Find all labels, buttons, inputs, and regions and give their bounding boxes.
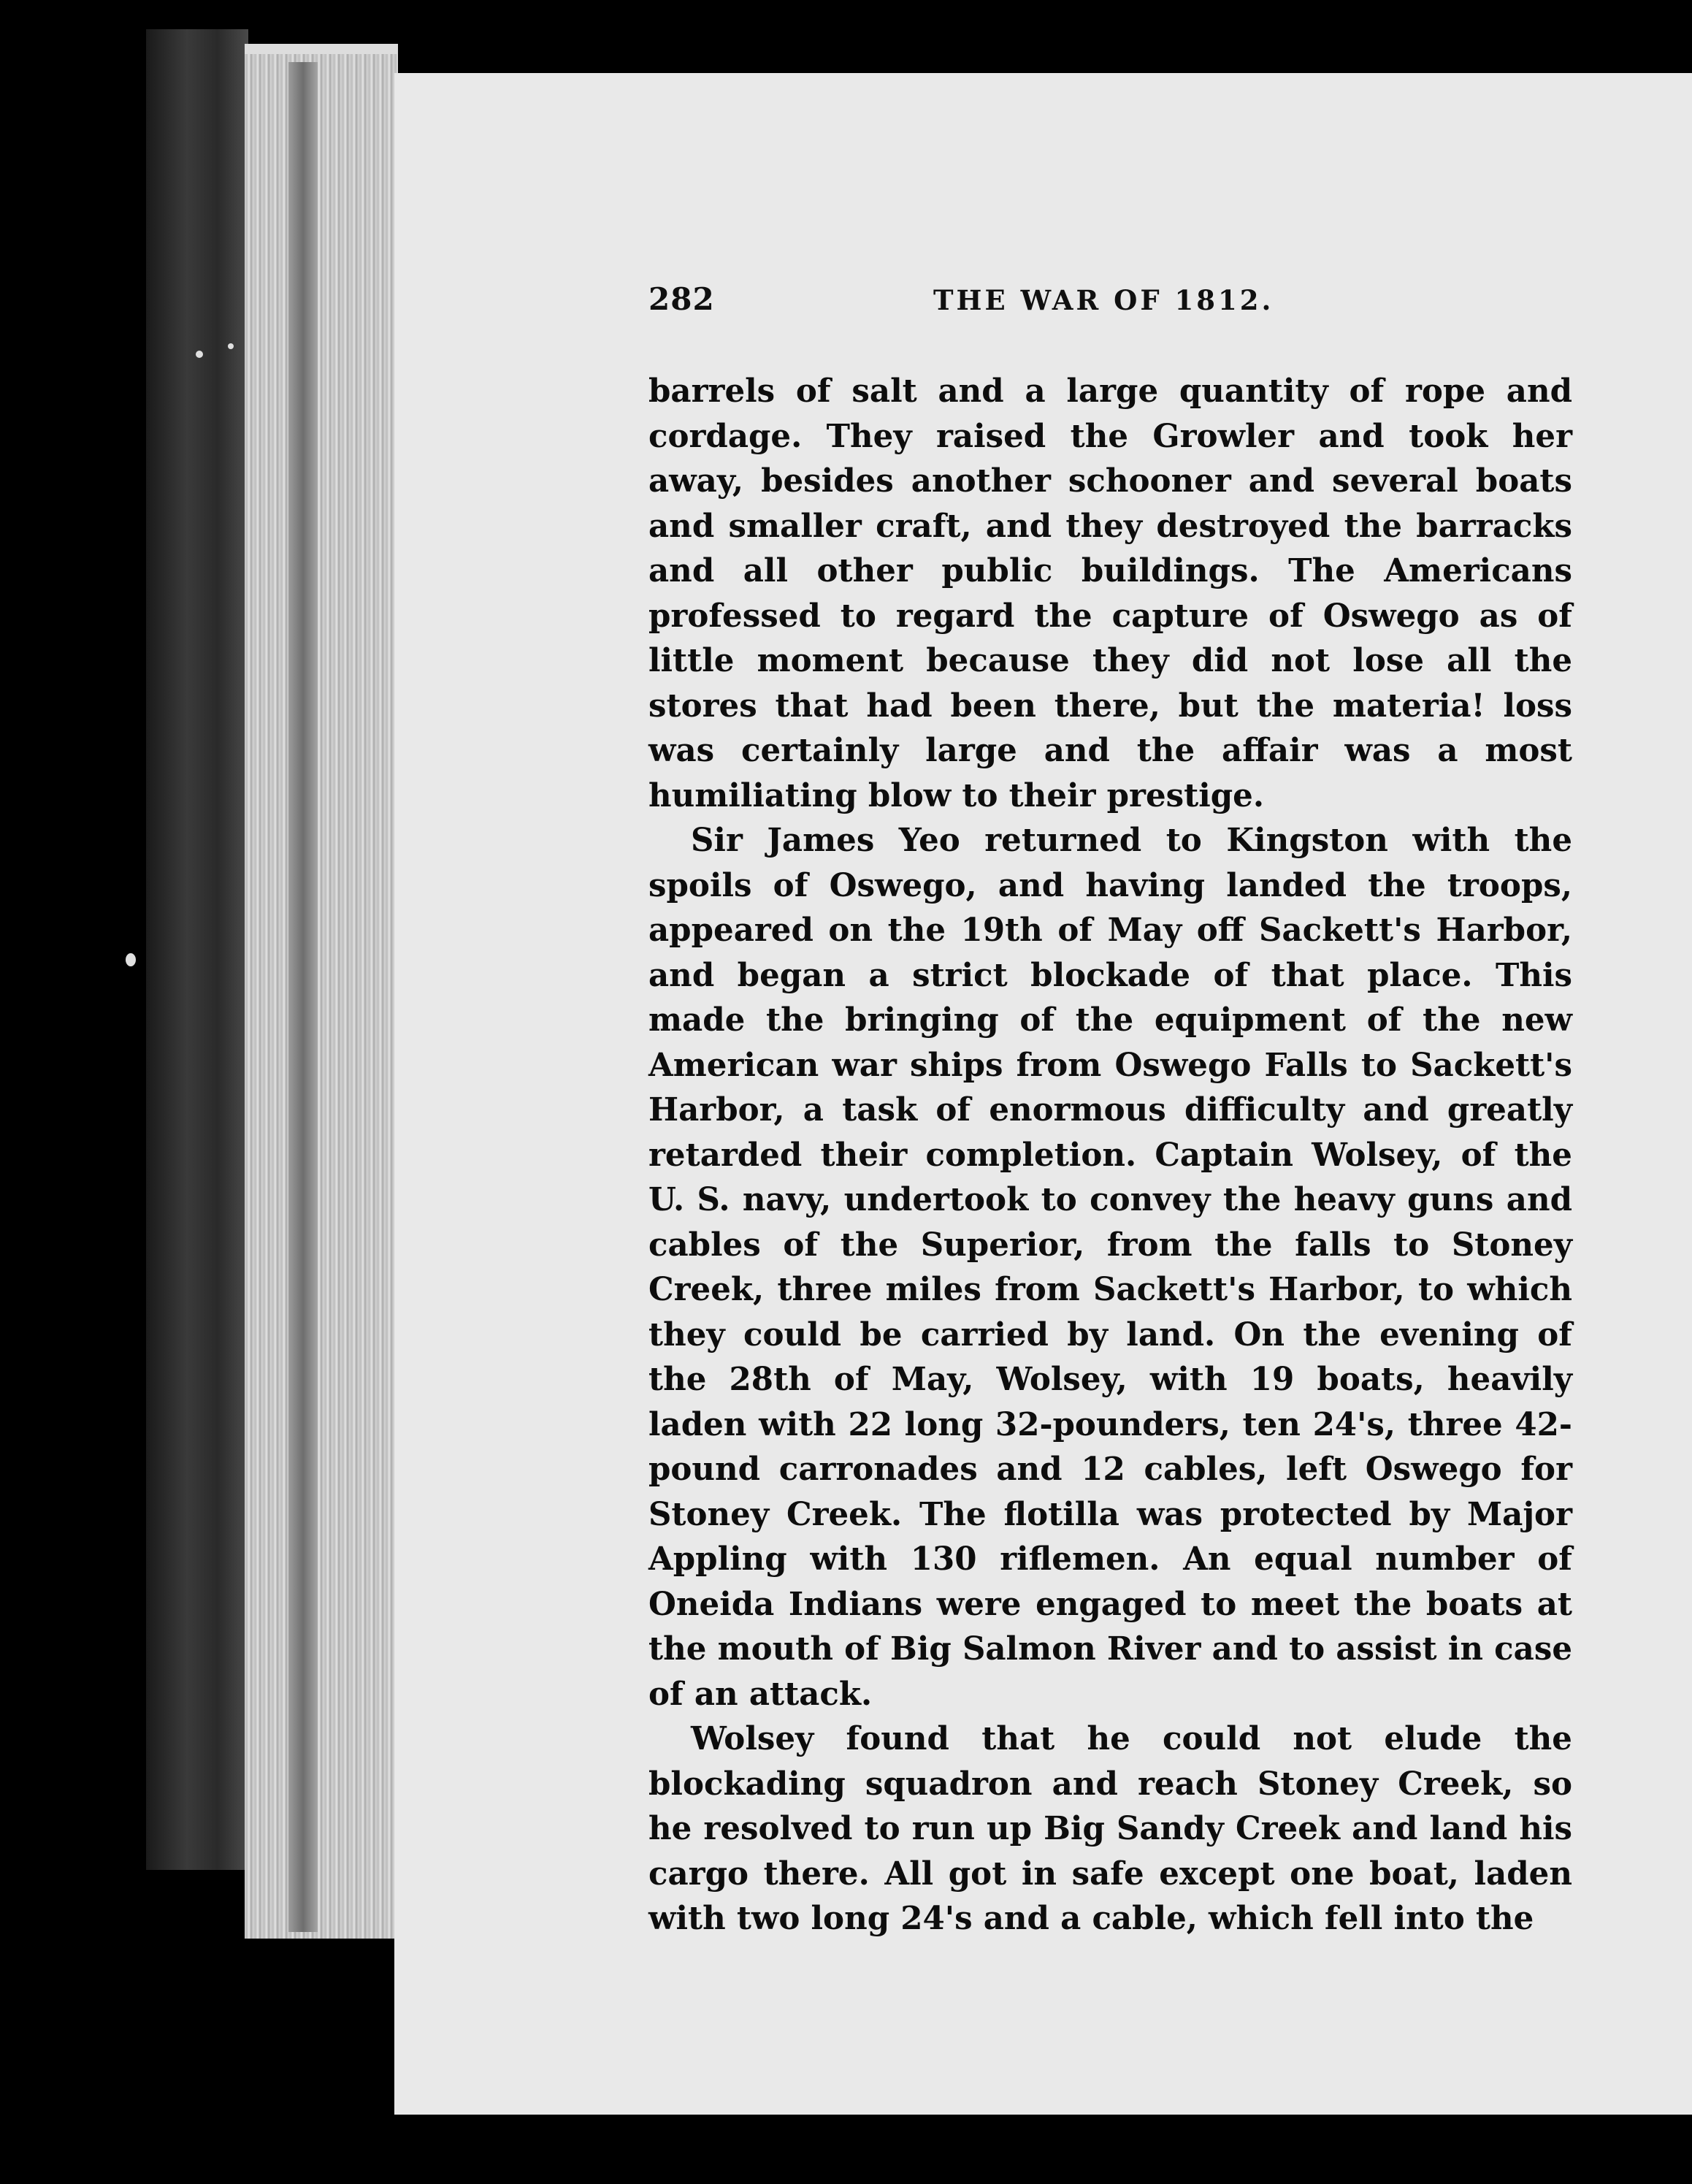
scan-speck [196,351,203,358]
paragraph-2: Sir James Yeo returned to Kingston with the spoils of Oswego, and having landed the troops, appeared on the 19th of May off Sackett's Harbor, and began a strict blockade of that place. This made the bringing of the equipment of the new American war ships from Oswego Falls to Sackett's Harbor, a task of enormous difficulty and greatly retarded their completion. Captain Wolsey, of the U. S. navy, undertook to convey the heavy guns and cables of the Superior, from the falls to Stoney Creek, three miles from Sackett's Harbor, to which they could be carried by land. On the evening of the 28th of May, Wolsey, with 19 boats, heavily laden with 22 long 32-pounders, ten 24's, three 42-pound carronades and 12 cables, left Oswego for Stoney Creek. The flotilla was protected by Major Appling with 130 riflemen. An equal number of Oneida Indians were engaged to meet the boats at the mouth of Big Salmon River and to assist in case of an attack. [648,822,1572,1713]
paragraph-3: Wolsey found that he could not elude the blockading squadron and reach Stoney Creek, so he resolved to run up Big Sandy Creek and land his cargo there. All got in safe except one boat, laden with two long 24's and a cable, which fell into the [648,1720,1572,1937]
body-text [648,369,1572,1941]
paragraph-1: barrels of salt and a large quantity of rope and cordage. They raised the Growler and took her away, besides another schooner and several boats and smaller craft, and they destroyed the barracks and all other public buildings. The Americans professed to regard the capture of Oswego as of little moment because they did not lose all the stores that had been there, but the materia! loss was certainly large and the affair was a most humiliating blow to their prestige. [648,373,1572,814]
page-number: 282 [648,281,715,317]
page-stack-edges [245,44,398,1939]
page-header [648,281,1576,325]
book-spine-edge [146,29,248,1870]
scan-speck [126,953,136,966]
scan-speck [228,343,234,349]
page-stack-shadow [288,62,318,1932]
running-title: THE WAR OF 1812. [933,284,1274,316]
